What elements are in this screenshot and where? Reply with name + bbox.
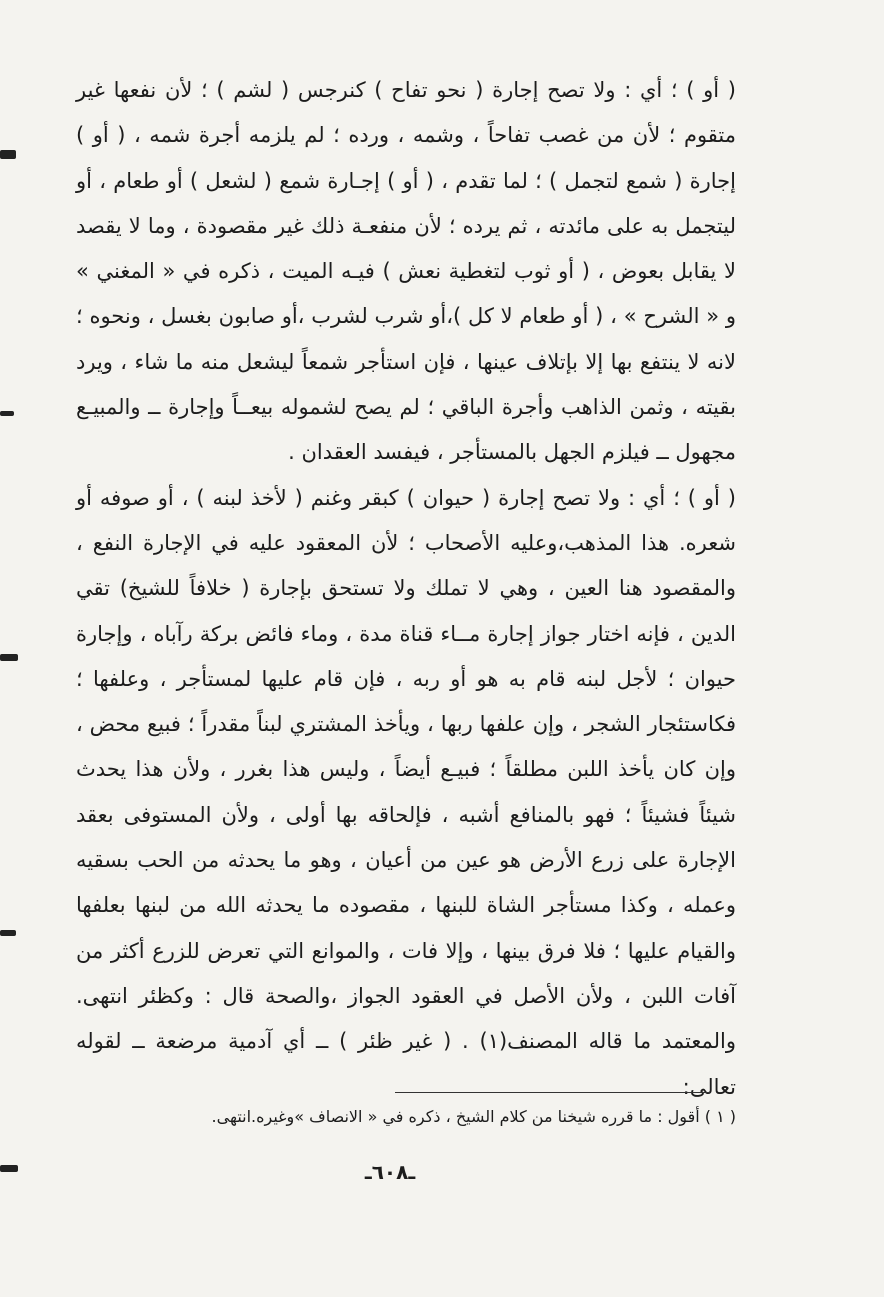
margin-mark [0,1165,18,1172]
margin-mark [0,150,16,159]
margin-mark [0,930,16,936]
margin-mark [0,654,18,661]
footnote: ( ١ ) أقول : ما قرره شيخنا من كلام الشيخ ، ذكره في « الانصاف »وغيره.انتهى. [211,1107,736,1126]
paragraph-text: ( أو ) ؛ أي : ولا تصح إجارة ( حيوان ) كبقر وغنم ( لأخذ لبنه ) ، أو صوفه أو شعره. هذا المذهب،وعليه الأصحاب ؛ لأن المعقود عليه في الإجارة النفع ، والمقصود هنا العين ، وهي لا تملك ولا تستحق بإجارة ( خلافاً للشيخ) تقي الدين ، فإنه اختار جواز إجارة مــاء قناة مدة ، وماء فائض بركة رآباه ، وإجارة حيوان ؛ لأجل لبنه قام به هو أو ربه ، فإن قام عليها لمستأجر ، وعلفها ؛ فكاستئجار الشجر ، وإن علفها ربها ، ويأخذ المشتري لبناً مقدراً ؛ فبيع محض ، وإن كان يأخذ اللبن مطلقاً ؛ فبيـع أيضاً ، وليس هذا بغرر ، ولأن هذا يحدث شيئاً فشيئاً ؛ فهو بالمنافع أشبه ، فإلحاقه بها أولى ، ولأن المستوفى بعقد الإجارة على زرع الأرض هو عين من أعيان ، وهو ما يحدثه من الحب بسقيه وعمله ، وكذا مستأجر الشاة للبنها ، مقصوده ما يحدثه الله من لبنها بعلفها والقيام عليها ؛ فلا فرق بينها ، وإلا فات ، والموانع التي تعرض للزرع أكثر من آفات اللبن ، ولأن الأصل في العقود الجواز ،والصحة قال : وكظئر انتهى. والمعتمد ما قاله المصنف(١) . ( غير ظئر ) ــ أي آدمية مرضعة ــ لقوله تعالى: [76,485,736,1099]
paragraph-1 [76,68,736,476]
paragraph-text: ( أو ) ؛ أي : ولا تصح إجارة ( نحو تفاح ) كنرجس ( لشم ) ؛ لأن نفعها غير متقوم ؛ لأن من غصب تفاحاً ، وشمه ، ورده ؛ لم يلزمه أجرة شمه ، ( أو ) إجارة ( شمع لتجمل ) ؛ لما تقدم ، ( أو ) إجـارة شمع ( لشعل ) أو طعام ، أو ليتجمل به على مائدته ، ثم يرده ؛ لأن منفعـة ذلك غير مقصودة ، وما لا يقصد لا يقابل بعوض ، ( أو ثوب لتغطية نعش ) فيـه الميت ، ذكره في « المغني » و « الشرح » ، ( أو طعام لا كل )،أو شرب لشرب ،أو صابون بغسل ، ونحوه ؛ لانه لا ينتفع بها إلا بإتلاف عينها ، فإن استأجر شمعاً ليشعل منه ما شاء ، ويرد بقيته ، وثمن الذاهب وأجرة الباقي ؛ لم يصح لشموله بيعــاً وإجارة ــ والمبيـع مجهول ــ فيلزم الجهل بالمستأجر ، فيفسد العقدان . [76,78,736,465]
main-text [76,68,736,1110]
margin-mark [0,411,14,416]
paragraph-2 [76,476,736,1110]
footnote-divider [395,1092,710,1093]
page-number: ـ٦٠٨ـ [364,1160,416,1184]
